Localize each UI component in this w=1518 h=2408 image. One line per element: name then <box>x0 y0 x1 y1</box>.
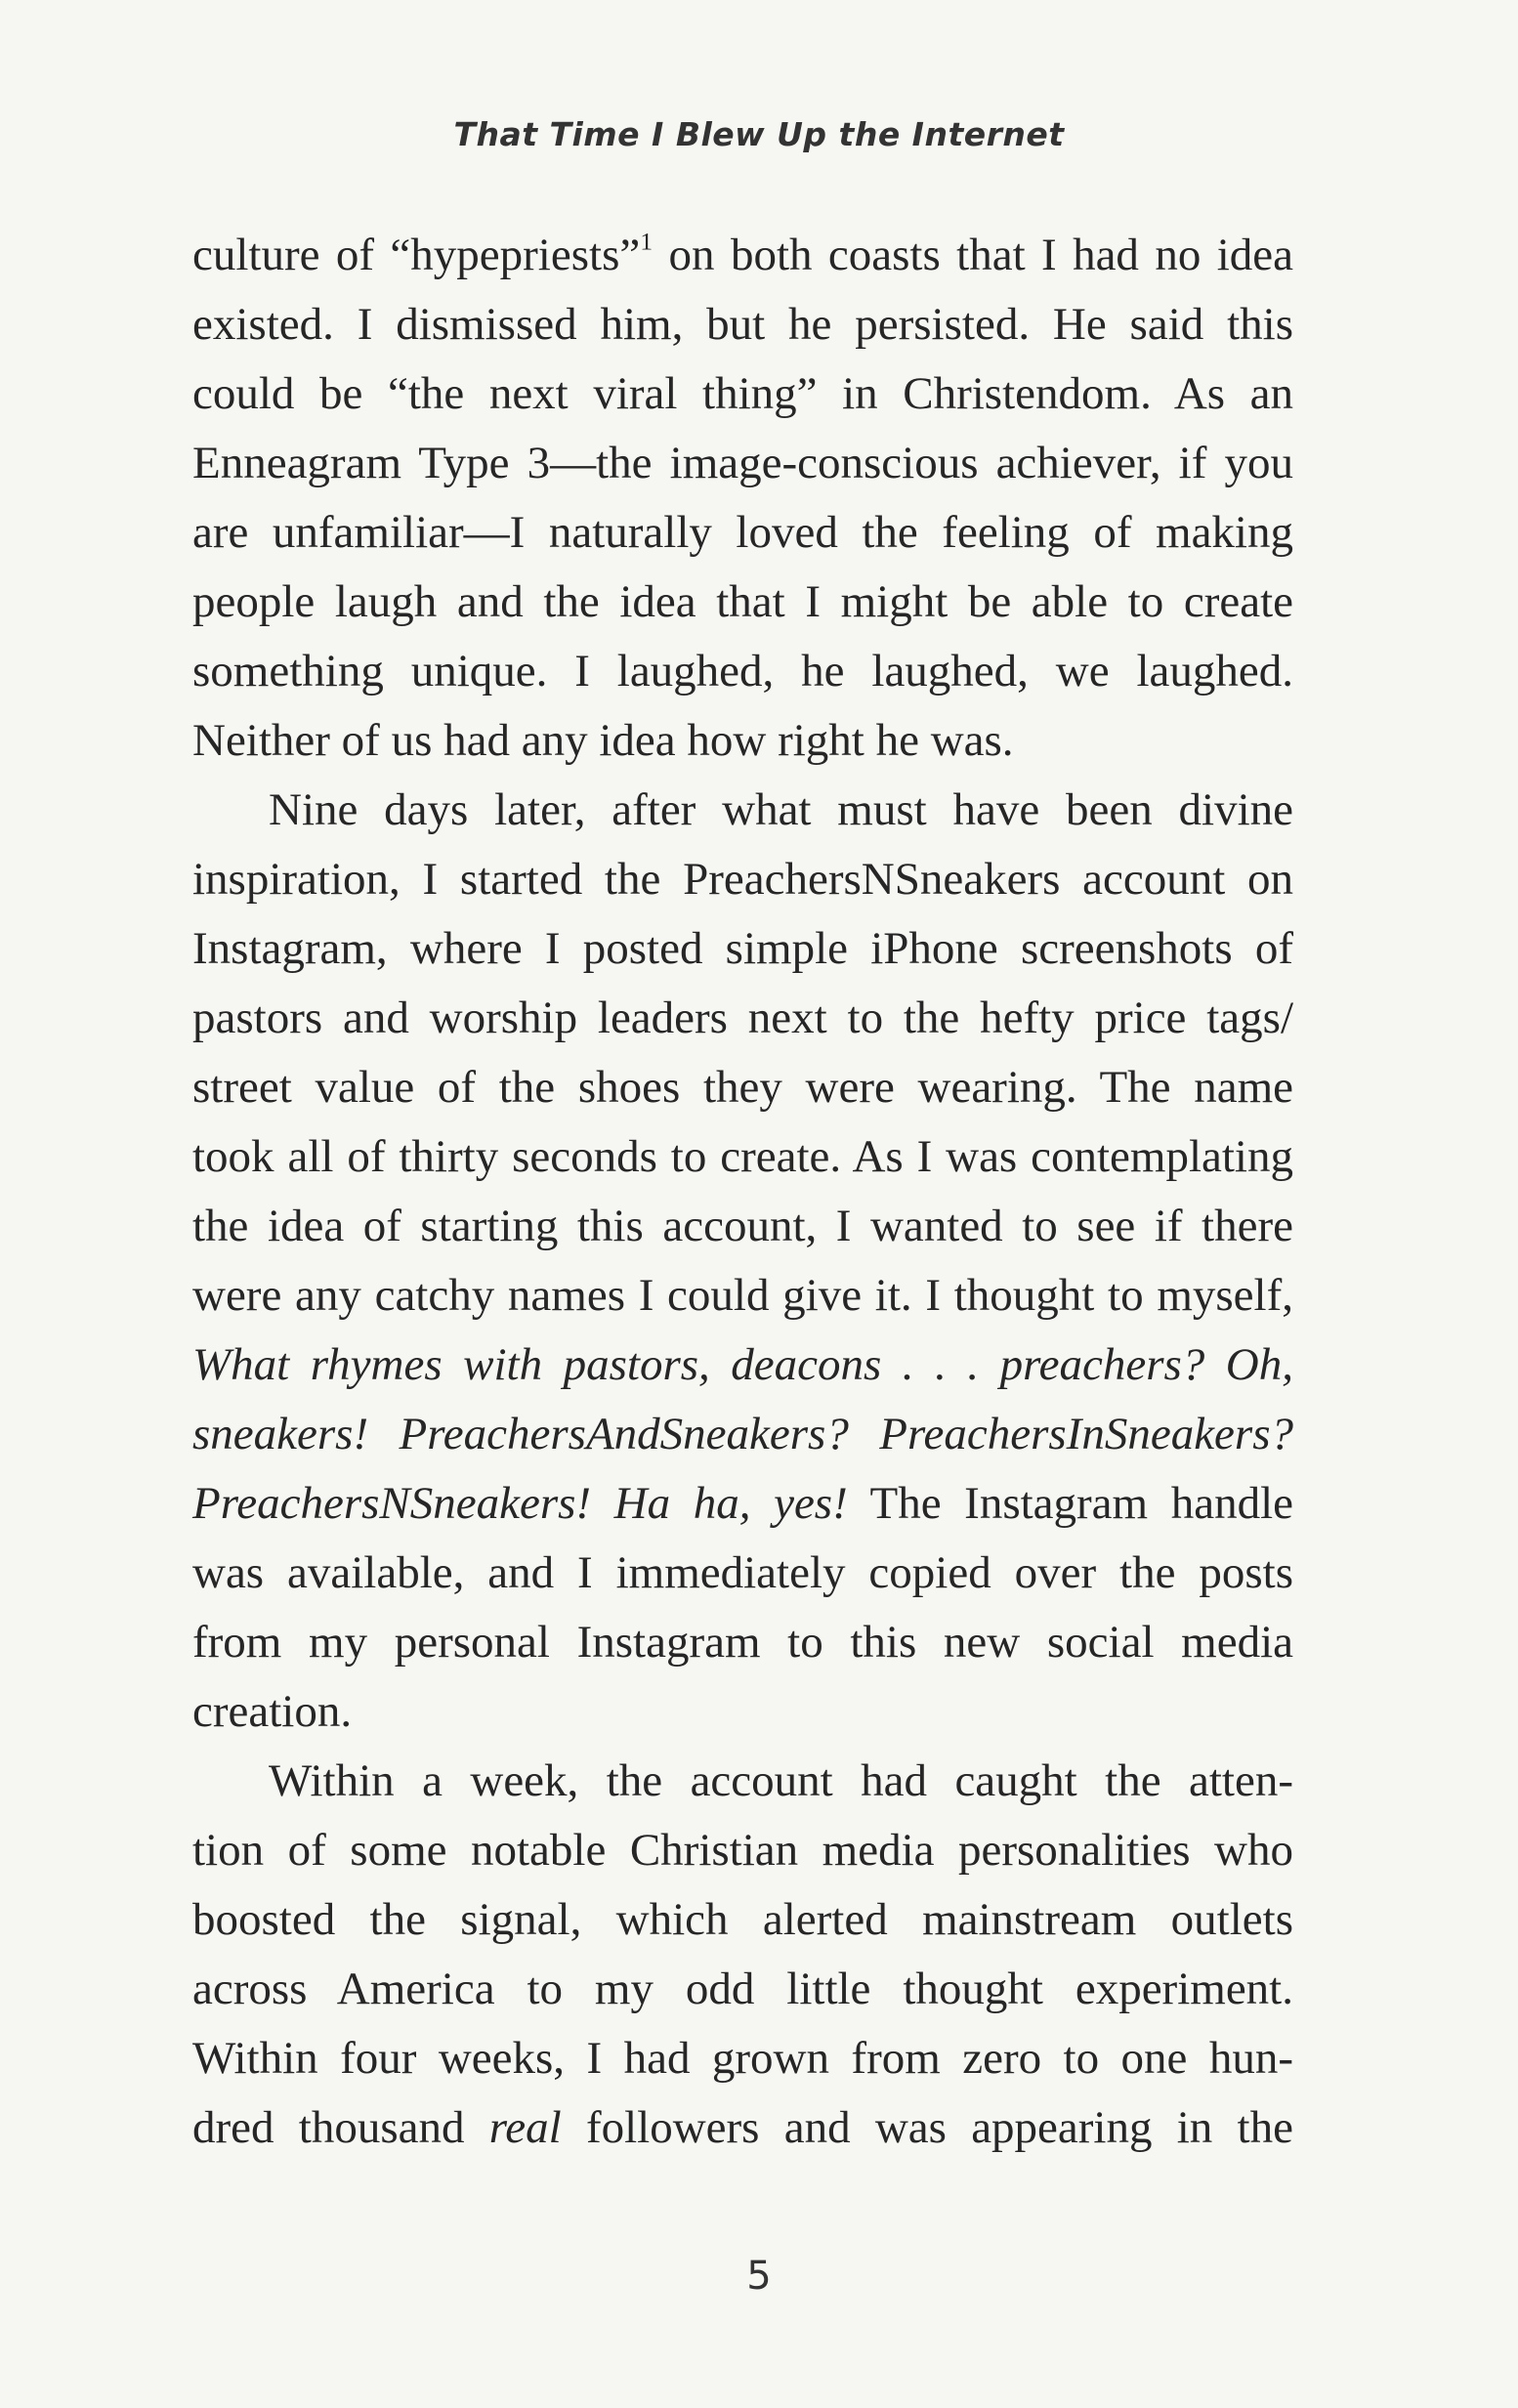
text-segment: across America to my odd little thought experiment. <box>192 1964 1293 2014</box>
paragraph <box>192 776 1293 1747</box>
text-line <box>192 1400 1293 1469</box>
text-segment: Neither of us had any idea how right he was. <box>192 715 1014 766</box>
text-segment: Enneagram Type 3—the image-conscious achiever, if you <box>192 438 1293 488</box>
text-line <box>192 1816 1293 1885</box>
italic-text: sneakers! PreachersAndSneakers? PreachersInSneakers? <box>192 1409 1293 1459</box>
text-segment: the idea of starting this account, I wanted to see if there <box>192 1201 1293 1251</box>
text-segment: Within a week, the account had caught the atten- <box>269 1755 1293 1806</box>
text-segment: people laugh and the idea that I might be able to create <box>192 576 1293 627</box>
text-segment: street value of the shoes they were wearing. The name <box>192 1062 1293 1113</box>
text-line <box>192 290 1293 359</box>
text-segment: from my personal Instagram to this new social media <box>192 1617 1293 1668</box>
text-segment: could be “the next viral thing” in Christendom. As an <box>192 368 1293 419</box>
text-line <box>192 1192 1293 1261</box>
text-segment: The Instagram handle <box>847 1478 1293 1529</box>
text-segment: Nine days later, after what must have been divine <box>269 784 1293 835</box>
text-segment: creation. <box>192 1686 353 1737</box>
text-line <box>192 1331 1293 1400</box>
text-segment: are unfamiliar—I naturally loved the feeling of making <box>192 507 1293 558</box>
text-line <box>192 498 1293 568</box>
text-line <box>192 1053 1293 1122</box>
italic-text: real <box>488 2102 562 2153</box>
text-segment: existed. I dismissed him, but he persisted. He said this <box>192 299 1293 350</box>
text-segment: pastors and worship leaders next to the hefty price tags/ <box>192 993 1293 1043</box>
text-line <box>192 1469 1293 1539</box>
text-segment: dred thousand <box>192 2102 489 2153</box>
text-line <box>192 637 1293 706</box>
text-line <box>192 1261 1293 1331</box>
text-line <box>192 1539 1293 1608</box>
text-segment: culture of “hypepriests” <box>192 230 641 280</box>
text-segment: took all of thirty seconds to create. As I was contemplating <box>192 1131 1293 1182</box>
text-line <box>192 2024 1293 2093</box>
italic-text: PreachersNSneakers! Ha ha, yes! <box>192 1478 848 1529</box>
text-segment: was available, and I immediately copied over the posts <box>192 1547 1293 1598</box>
text-segment: something unique. I laughed, he laughed, we laughed. <box>192 646 1293 697</box>
text-line <box>192 568 1293 637</box>
paragraph <box>192 221 1293 776</box>
text-segment: Within four weeks, I had grown from zero to one hun- <box>192 2033 1293 2084</box>
paragraph <box>192 1747 1293 2163</box>
text-line <box>192 776 1293 845</box>
text-line <box>192 359 1293 429</box>
text-line <box>192 914 1293 984</box>
text-line <box>192 1885 1293 1955</box>
text-line <box>192 1677 1293 1747</box>
text-segment: inspiration, I started the PreachersNSneakers account on <box>192 854 1293 905</box>
text-line <box>192 1608 1293 1677</box>
footnote-marker: 1 <box>640 227 654 256</box>
text-line <box>192 2093 1293 2163</box>
text-line <box>192 706 1293 776</box>
text-line <box>192 429 1293 498</box>
text-line <box>192 221 1293 290</box>
text-segment: Instagram, where I posted simple iPhone screenshots of <box>192 923 1293 974</box>
italic-text: What rhymes with pastors, deacons . . . preachers? Oh, <box>192 1339 1293 1390</box>
text-segment: boosted the signal, which alerted mainstream outlets <box>192 1894 1293 1945</box>
text-line <box>192 845 1293 914</box>
text-segment: on both coasts that I had no idea <box>653 230 1293 280</box>
page-number: 5 <box>746 2254 772 2299</box>
running-head: That Time I Blew Up the Internet <box>453 115 1065 153</box>
text-line <box>192 1955 1293 2024</box>
text-segment: followers and was appearing in the <box>561 2102 1293 2153</box>
body-text <box>192 221 1293 2163</box>
text-line <box>192 1747 1293 1816</box>
text-segment: tion of some notable Christian media personalities who <box>192 1825 1293 1876</box>
text-line <box>192 1122 1293 1192</box>
text-line <box>192 984 1293 1053</box>
text-segment: were any catchy names I could give it. I thought to myself, <box>192 1270 1293 1321</box>
